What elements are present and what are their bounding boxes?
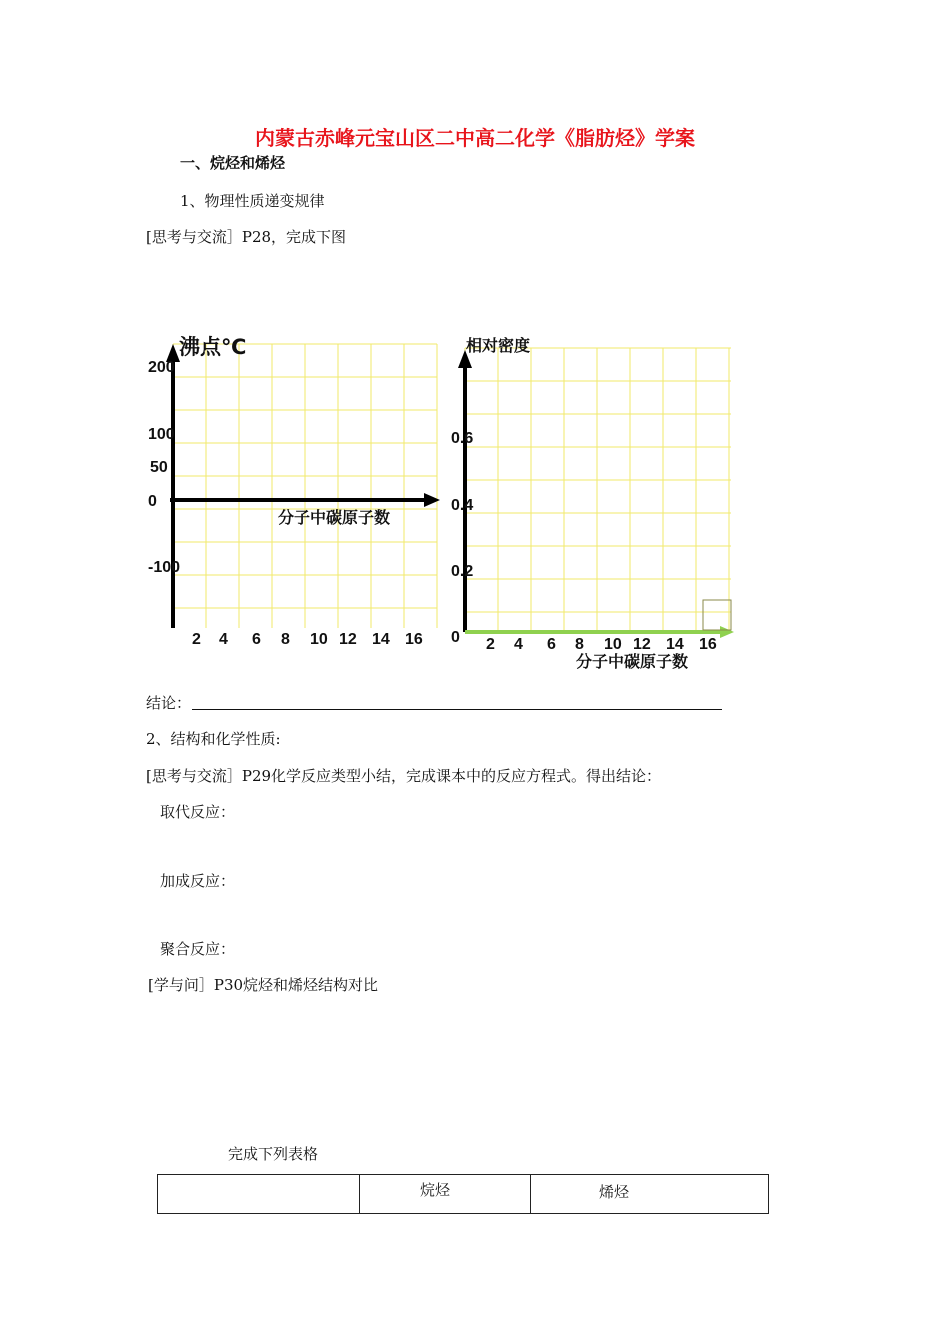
addition-reaction-label: 加成反应：	[160, 872, 236, 890]
polymerization-reaction-label: 聚合反应：	[160, 940, 236, 958]
charts-area	[0, 320, 950, 680]
subsection-heading-2: 2、结构和化学性质:	[146, 730, 281, 748]
right-y-tick-0-4: 0.4	[451, 497, 474, 514]
left-x-tick-2: 2	[192, 631, 201, 648]
left-x-tick-6: 6	[252, 631, 261, 648]
left-x-tick-14: 14	[372, 631, 390, 648]
left-y-tick-200: 200	[148, 359, 175, 376]
table-header-alkene: 烯烃	[531, 1175, 769, 1214]
right-y-tick-0-6: 0.6	[451, 430, 474, 447]
table-cell-empty[interactable]	[158, 1175, 360, 1214]
left-x-tick-12: 12	[339, 631, 357, 648]
right-x-axis-arrow	[720, 626, 734, 638]
right-x-ticks	[486, 636, 717, 653]
prompt-study-question: [学与问］P30烷烃和烯烃结构对比	[148, 976, 379, 994]
left-y-tick-0: 0	[148, 493, 157, 510]
left-x-tick-4: 4	[219, 631, 228, 648]
right-x-label: 分子中碳原子数	[576, 654, 689, 671]
section-heading-1: 一、烷烃和烯烃	[180, 154, 286, 172]
right-x-tick-12: 12	[633, 636, 651, 653]
left-x-tick-10: 10	[310, 631, 328, 648]
prompt-think-exchange-2: [思考与交流］P29化学反应类型小结，完成课本中的反应方程式。得出结论：	[146, 767, 662, 785]
left-x-axis-arrow	[424, 493, 440, 507]
right-x-tick-8: 8	[575, 636, 584, 653]
left-chart-grid	[173, 344, 437, 628]
right-chart-grid	[465, 348, 731, 632]
page-title: 内蒙古赤峰元宝山区二中高二化学《脂肪烃》学案	[255, 126, 695, 150]
right-y-tick-0-2: 0.2	[451, 563, 474, 580]
table-header-row	[158, 1175, 769, 1214]
right-corner-box	[703, 600, 731, 630]
left-x-label: 分子中碳原子数	[278, 510, 391, 527]
substitution-reaction-label: 取代反应：	[160, 803, 236, 821]
left-y-tick-50: 50	[150, 459, 168, 476]
left-y-tick-neg100: -100	[148, 559, 181, 576]
left-y-tick-100: 100	[148, 426, 175, 443]
conclusion-answer-line[interactable]	[192, 709, 722, 710]
right-x-tick-4: 4	[514, 636, 523, 653]
left-x-ticks	[192, 631, 423, 648]
right-x-tick-6: 6	[547, 636, 556, 653]
right-y-label: 相对密度	[466, 338, 531, 355]
right-x-tick-10: 10	[604, 636, 622, 653]
comparison-table	[157, 1174, 769, 1214]
right-x-tick-16: 16	[699, 636, 717, 653]
right-y-tick-0: 0	[451, 629, 460, 646]
subsection-heading-1: 1、物理性质递变规律	[180, 192, 325, 210]
conclusion-label: 结论：	[146, 694, 192, 712]
left-x-tick-16: 16	[405, 631, 423, 648]
table-intro: 完成下列表格	[228, 1145, 319, 1163]
right-x-tick-14: 14	[666, 636, 684, 653]
table-header-alkane: 烷烃	[360, 1175, 531, 1214]
left-y-label: 沸点℃	[179, 336, 247, 359]
right-x-tick-2: 2	[486, 636, 495, 653]
prompt-think-exchange-1: [思考与交流］P28，完成下图	[146, 228, 347, 246]
left-x-tick-8: 8	[281, 631, 290, 648]
